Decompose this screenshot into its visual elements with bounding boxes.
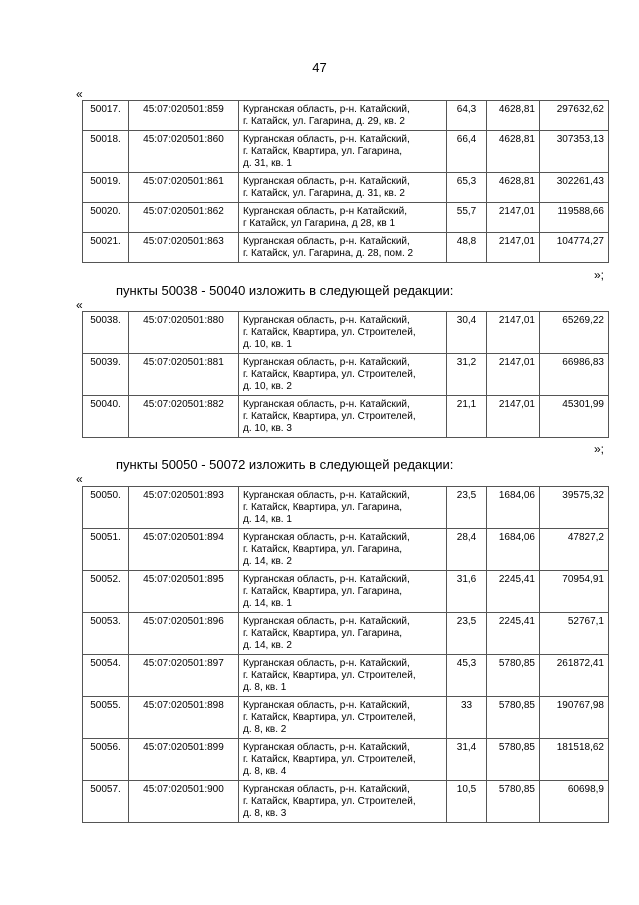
table-row [83,173,609,203]
item-number-cell: 50053. [83,613,129,655]
item-number-cell: 50050. [83,487,129,529]
item-number-cell: 50038. [83,312,129,354]
cadastral-value-cell: 190767,98 [540,697,609,739]
item-number-cell: 50020. [83,203,129,233]
cadastral-cost-per-sqm-cell: 2147,01 [487,233,540,263]
cadastral-number-cell: 45:07:020501:862 [129,203,239,233]
cadastral-value-cell: 302261,43 [540,173,609,203]
address-cell: Курганская область, р-н. Катайский, г. Катайск, Квартира, ул. Строителей, д. 10, кв. 3 [239,396,447,438]
cadastral-cost-per-sqm-cell: 2147,01 [487,203,540,233]
table-row [83,233,609,263]
table-row [83,739,609,781]
cadastral-cost-per-sqm-cell: 5780,85 [487,739,540,781]
address-cell: Курганская область, р-н. Катайский, г. Катайск, Квартира, ул. Строителей, д. 8, кв. 1 [239,655,447,697]
cadastral-cost-per-sqm-cell: 2147,01 [487,312,540,354]
item-number-cell: 50056. [83,739,129,781]
item-number-cell: 50039. [83,354,129,396]
cadastral-value-cell: 39575,32 [540,487,609,529]
cadastral-cost-per-sqm-cell: 5780,85 [487,697,540,739]
table-row [83,697,609,739]
table-row [83,101,609,131]
cadastral-number-cell: 45:07:020501:893 [129,487,239,529]
cadastral-number-cell: 45:07:020501:897 [129,655,239,697]
item-number-cell: 50017. [83,101,129,131]
cadastral-cost-per-sqm-cell: 5780,85 [487,781,540,823]
cadastral-cost-per-sqm-cell: 4628,81 [487,173,540,203]
closing-quote: »; [594,442,605,456]
cadastral-number-cell: 45:07:020501:859 [129,101,239,131]
area-cell: 10,5 [447,781,487,823]
address-cell: Курганская область, р-н. Катайский, г. Катайск, Квартира, ул. Строителей, д. 10, кв. 2 [239,354,447,396]
area-cell: 33 [447,697,487,739]
cadastral-cost-per-sqm-cell: 2245,41 [487,571,540,613]
item-number-cell: 50054. [83,655,129,697]
cadastral-number-cell: 45:07:020501:894 [129,529,239,571]
area-cell: 30,4 [447,312,487,354]
item-number-cell: 50018. [83,131,129,173]
area-cell: 31,6 [447,571,487,613]
area-cell: 48,8 [447,233,487,263]
cadastral-value-cell: 70954,91 [540,571,609,613]
cadastral-cost-per-sqm-cell: 2245,41 [487,613,540,655]
registry-table-3 [82,486,609,823]
table-row [83,529,609,571]
registry-table-2 [82,311,609,438]
cadastral-number-cell: 45:07:020501:898 [129,697,239,739]
area-cell: 55,7 [447,203,487,233]
address-cell: Курганская область, р-н. Катайский, г. Катайск, ул. Гагарина, д. 29, кв. 2 [239,101,447,131]
area-cell: 66,4 [447,131,487,173]
address-cell: Курганская область, р-н. Катайский, г. Катайск, Квартира, ул. Гагарина, д. 14, кв. 2 [239,529,447,571]
address-cell: Курганская область, р-н. Катайский, г. Катайск, Квартира, ул. Строителей, д. 8, кв. 4 [239,739,447,781]
cadastral-value-cell: 47827,2 [540,529,609,571]
registry-table-1 [82,100,609,263]
table-row [83,781,609,823]
cadastral-number-cell: 45:07:020501:896 [129,613,239,655]
cadastral-value-cell: 52767,1 [540,613,609,655]
cadastral-cost-per-sqm-cell: 1684,06 [487,487,540,529]
cadastral-value-cell: 104774,27 [540,233,609,263]
opening-quote: « [76,472,83,486]
area-cell: 65,3 [447,173,487,203]
cadastral-cost-per-sqm-cell: 4628,81 [487,131,540,173]
item-number-cell: 50021. [83,233,129,263]
table-row [83,312,609,354]
cadastral-number-cell: 45:07:020501:895 [129,571,239,613]
area-cell: 31,2 [447,354,487,396]
amendment-instruction: пункты 50050 - 50072 изложить в следующей редакции: [116,457,454,472]
table-row [83,655,609,697]
address-cell: Курганская область, р-н. Катайский, г. Катайск, Квартира, ул. Строителей, д. 10, кв. 1 [239,312,447,354]
address-cell: Курганская область, р-н. Катайский, г. Катайск, Квартира, ул. Строителей, д. 8, кв. 2 [239,697,447,739]
cadastral-cost-per-sqm-cell: 2147,01 [487,396,540,438]
cadastral-number-cell: 45:07:020501:900 [129,781,239,823]
cadastral-value-cell: 45301,99 [540,396,609,438]
cadastral-number-cell: 45:07:020501:880 [129,312,239,354]
cadastral-value-cell: 307353,13 [540,131,609,173]
page-number: 47 [312,60,327,75]
cadastral-value-cell: 119588,66 [540,203,609,233]
area-cell: 21,1 [447,396,487,438]
cadastral-number-cell: 45:07:020501:861 [129,173,239,203]
table-row [83,613,609,655]
item-number-cell: 50052. [83,571,129,613]
cadastral-value-cell: 181518,62 [540,739,609,781]
item-number-cell: 50057. [83,781,129,823]
address-cell: Курганская область, р-н. Катайский, г. Катайск, Квартира, ул. Гагарина, д. 31, кв. 1 [239,131,447,173]
address-cell: Курганская область, р-н Катайский, г Катайск, ул Гагарина, д 28, кв 1 [239,203,447,233]
area-cell: 23,5 [447,613,487,655]
cadastral-cost-per-sqm-cell: 1684,06 [487,529,540,571]
table-row [83,354,609,396]
table-row [83,571,609,613]
opening-quote: « [76,87,83,101]
area-cell: 23,5 [447,487,487,529]
cadastral-value-cell: 60698,9 [540,781,609,823]
closing-quote: »; [594,268,605,282]
cadastral-number-cell: 45:07:020501:863 [129,233,239,263]
address-cell: Курганская область, р-н. Катайский, г. Катайск, ул. Гагарина, д. 28, пом. 2 [239,233,447,263]
address-cell: Курганская область, р-н. Катайский, г. Катайск, Квартира, ул. Гагарина, д. 14, кв. 1 [239,487,447,529]
cadastral-value-cell: 66986,83 [540,354,609,396]
area-cell: 45,3 [447,655,487,697]
opening-quote: « [76,298,83,312]
table-row [83,203,609,233]
address-cell: Курганская область, р-н. Катайский, г. Катайск, Квартира, ул. Строителей, д. 8, кв. 3 [239,781,447,823]
address-cell: Курганская область, р-н. Катайский, г. Катайск, ул. Гагарина, д. 31, кв. 2 [239,173,447,203]
cadastral-number-cell: 45:07:020501:899 [129,739,239,781]
table-row [83,131,609,173]
address-cell: Курганская область, р-н. Катайский, г. Катайск, Квартира, ул. Гагарина, д. 14, кв. 1 [239,571,447,613]
cadastral-number-cell: 45:07:020501:881 [129,354,239,396]
item-number-cell: 50055. [83,697,129,739]
amendment-instruction: пункты 50038 - 50040 изложить в следующей редакции: [116,283,454,298]
address-cell: Курганская область, р-н. Катайский, г. Катайск, Квартира, ул. Гагарина, д. 14, кв. 2 [239,613,447,655]
area-cell: 64,3 [447,101,487,131]
table-row [83,487,609,529]
area-cell: 28,4 [447,529,487,571]
cadastral-cost-per-sqm-cell: 5780,85 [487,655,540,697]
item-number-cell: 50019. [83,173,129,203]
item-number-cell: 50040. [83,396,129,438]
cadastral-number-cell: 45:07:020501:882 [129,396,239,438]
cadastral-value-cell: 261872,41 [540,655,609,697]
cadastral-number-cell: 45:07:020501:860 [129,131,239,173]
cadastral-value-cell: 297632,62 [540,101,609,131]
cadastral-cost-per-sqm-cell: 4628,81 [487,101,540,131]
cadastral-value-cell: 65269,22 [540,312,609,354]
item-number-cell: 50051. [83,529,129,571]
area-cell: 31,4 [447,739,487,781]
cadastral-cost-per-sqm-cell: 2147,01 [487,354,540,396]
table-row [83,396,609,438]
